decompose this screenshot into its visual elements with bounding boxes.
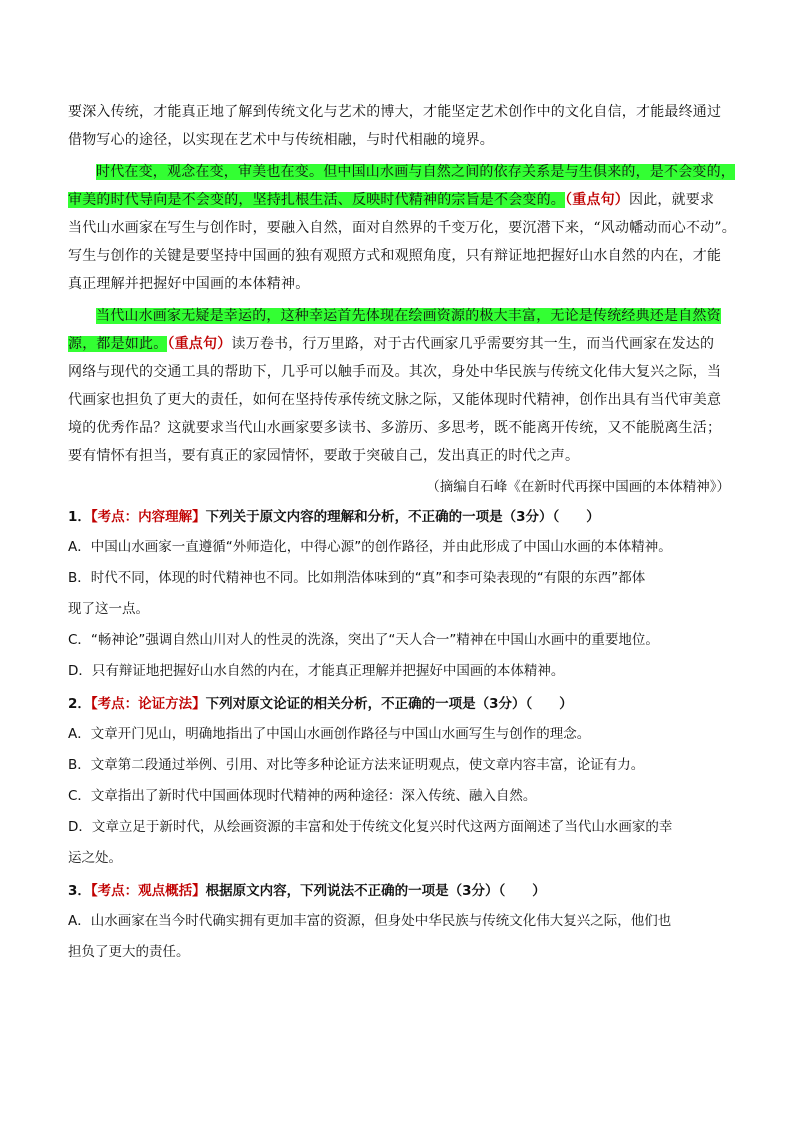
option-b [68, 563, 730, 625]
key-sentence-marker: （重点句） [565, 192, 629, 208]
highlighted-text: 审美的时代导向是不会变的，坚持扎根生活、反映时代精神的宗旨是不会变的。 [68, 192, 565, 208]
question-2 [68, 689, 730, 874]
text-line: 真正理解并把握好中国画的本体精神。 [68, 276, 310, 292]
key-sentence-marker: （重点句） [167, 336, 232, 352]
page-content [68, 98, 736, 968]
text-line [68, 302, 730, 330]
text-line [68, 186, 730, 214]
option-line: A．文章开门见山，明确地指出了中国山水画创作路径与中国山水画写生与创作的理念。 [68, 726, 591, 742]
question-stem [68, 876, 730, 906]
passage-paragraph-2 [68, 158, 736, 298]
text-line [68, 158, 735, 186]
question-text: 下列对原文论证的相关分析，不正确的一项是（3分）（ ） [205, 696, 573, 712]
highlighted-text: 源，都是如此。 [68, 336, 168, 352]
highlighted-text: 时代在变，观念在变，审美也在变。但中国山水画与自然之间的依存关系是与生俱来的，是不会变的， [96, 164, 735, 180]
option-line: C．“畅神论”强调自然山川对人的性灵的洗涤，突出了“天人合一”精神在中国山水画中的重要地位。 [68, 632, 659, 648]
option-line: 现了这一点。 [68, 601, 149, 617]
option-a [68, 532, 730, 563]
source-citation: （摘编自石峰《在新时代再探中国画的本体精神》） [426, 479, 730, 495]
option-line: A．中国山水画家一直遵循“外师造化，中得心源”的创作路径，并由此形成了中国山水画的本体精神。 [68, 539, 672, 555]
question-number: 2． [68, 696, 91, 712]
option-d [68, 656, 730, 687]
option-line: 担负了更大的责任。 [68, 944, 190, 960]
question-number: 3． [68, 883, 91, 899]
text-line [68, 330, 730, 358]
option-d [68, 812, 730, 874]
question-tag: 【考点：论证方法】 [90, 696, 206, 712]
question-tag: 【考点：内容理解】 [90, 509, 206, 525]
question-3 [68, 876, 730, 968]
text-line: 代画家也担负了更大的责任，如何在坚持传承传统文脉之际，又能体现时代精神，创作出具有当代审美意 [68, 392, 722, 408]
text-line: 境的优秀作品？这就要求当代山水画家要多读书、多游历、多思考，既不能离开传统，又不能脱离生活； [68, 420, 722, 436]
text-run: 因此，就要求 [629, 192, 715, 208]
option-line: B．时代不同，体现的时代精神也不同。比如荆浩体味到的“真”和李可染表现的“有限的东西”都体 [68, 570, 646, 586]
question-text: 下列关于原文内容的理解和分析，不正确的一项是（3分）（ ） [205, 509, 600, 525]
option-c [68, 781, 730, 812]
text-line: 要深入传统，才能真正地了解到传统文化与艺术的博大，才能坚定艺术创作中的文化自信，才能最终通过 [68, 104, 722, 120]
question-1 [68, 502, 730, 687]
option-line: D．文章立足于新时代，从绘画资源的丰富和处于传统文化复兴时代这两方面阐述了当代山水画家的幸 [68, 819, 673, 835]
option-a [68, 906, 730, 968]
question-text: 根据原文内容，下列说法不正确的一项是（3分）（ ） [205, 883, 546, 899]
option-line: C．文章指出了新时代中国画体现时代精神的两种途径：深入传统、融入自然。 [68, 788, 537, 804]
option-line: 运之处。 [68, 850, 122, 866]
highlighted-text: 当代山水画家无疑是幸运的，这种幸运首先体现在绘画资源的极大丰富，无论是传统经典还是自然资 [96, 308, 721, 324]
question-number: 1． [68, 509, 91, 525]
question-stem [68, 502, 730, 532]
passage-paragraph-1 [68, 98, 730, 154]
option-c [68, 625, 730, 656]
text-line: 写生与创作的关键是要坚持中国画的独有观照方式和观照角度，只有辩证地把握好山水自然的内在，才能 [68, 248, 722, 264]
option-line: B．文章第二段通过举例、引用、对比等多种论证方法来证明观点，使文章内容丰富，论证有力。 [68, 757, 645, 773]
option-line: D．只有辩证地把握好山水自然的内在，才能真正理解并把握好中国画的本体精神。 [68, 663, 565, 679]
text-line: 当代山水画家在写生与创作时，要融入自然，面对自然界的千变万化，要沉潜下来，“风动幡动而心不动”。 [68, 220, 736, 236]
option-b [68, 750, 730, 781]
option-a [68, 719, 730, 750]
question-tag: 【考点：观点概括】 [90, 883, 206, 899]
passage-paragraph-3 [68, 302, 730, 470]
text-line: 借物写心的途径，以实现在艺术中与传统相融，与时代相融的境界。 [68, 132, 494, 148]
question-stem [68, 689, 730, 719]
text-line: 网络与现代的交通工具的帮助下，几乎可以触手而及。其次，身处中华民族与传统文化伟大复兴之际，当 [68, 364, 722, 380]
option-line: A．山水画家在当今时代确实拥有更加丰富的资源，但身处中华民族与传统文化伟大复兴之际，他们也 [68, 913, 672, 929]
text-run: 读万卷书，行万里路，对于古代画家几乎需要穷其一生，而当代画家在发达的 [231, 336, 715, 352]
text-line: 要有情怀有担当，要有真正的家园情怀，要敢于突破自己，发出真正的时代之声。 [68, 448, 580, 464]
